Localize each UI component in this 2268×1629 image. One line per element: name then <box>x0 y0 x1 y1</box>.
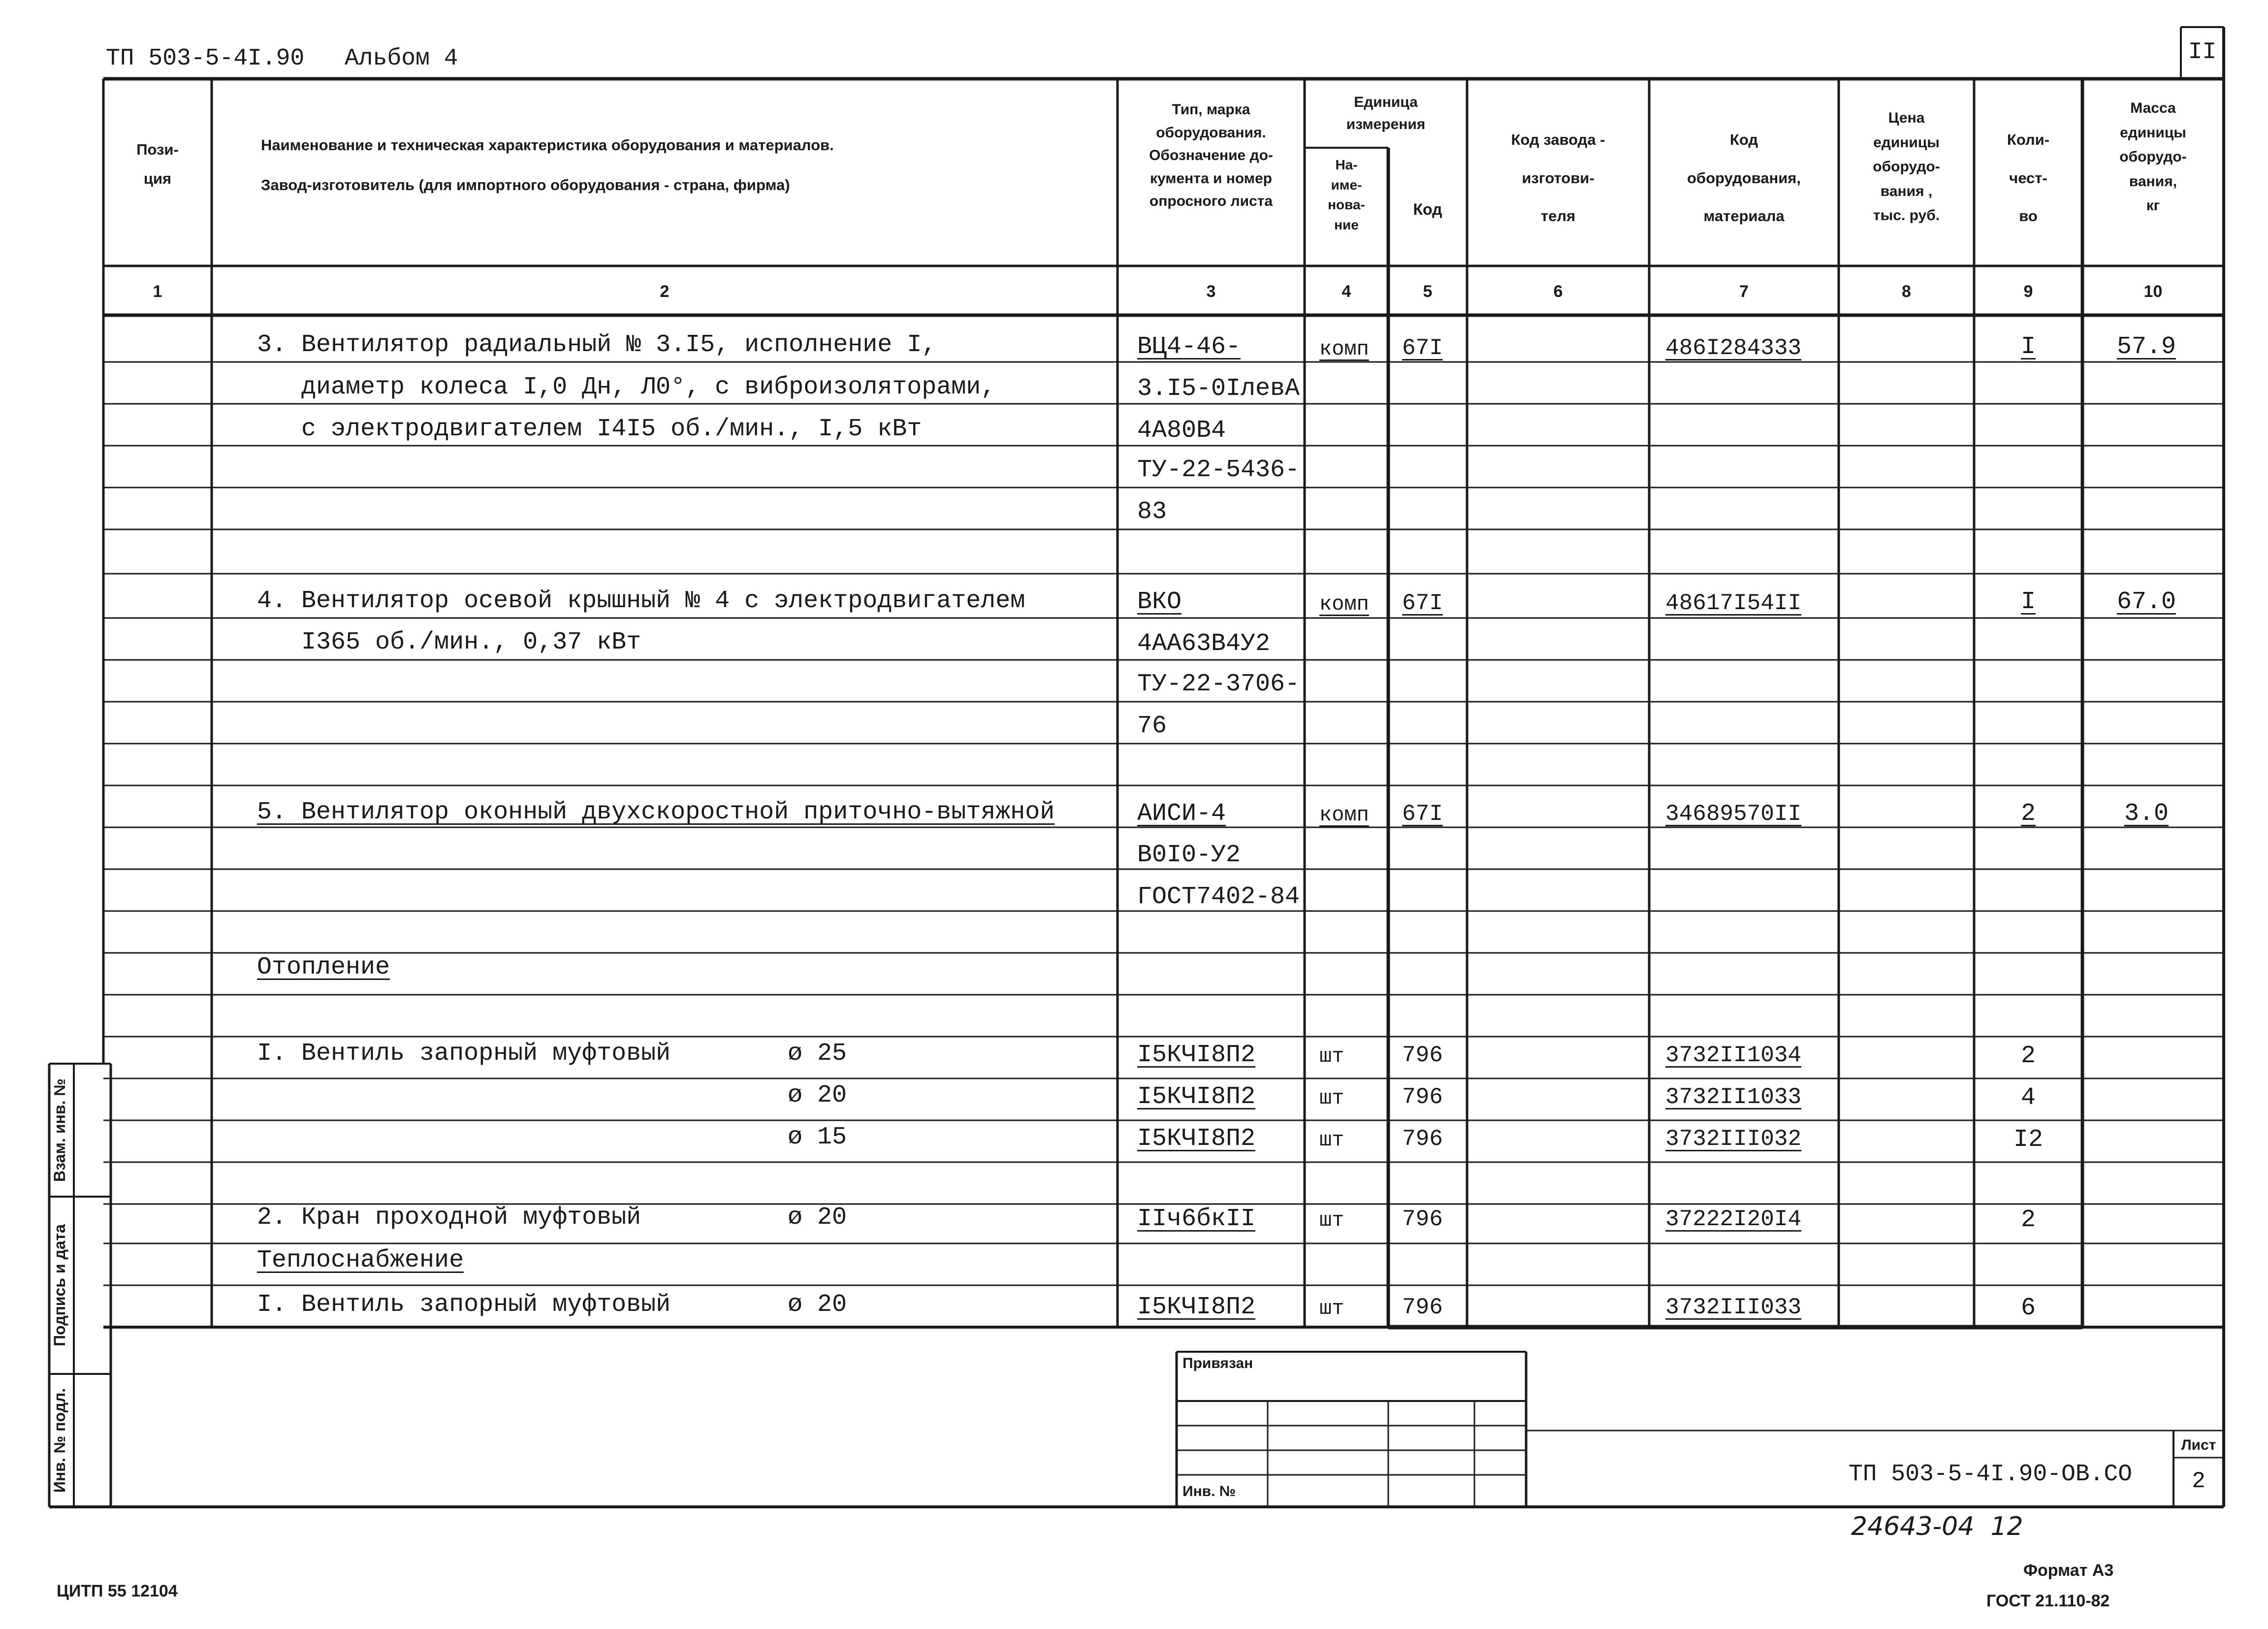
col-number: 9 <box>2023 282 2033 301</box>
col-number: 8 <box>1902 282 1911 301</box>
col-header-unit-group: Единица измерения <box>1346 94 1426 132</box>
item-name: диаметр колеса I,0 Дн, Л0°, с виброизоляторами, <box>257 373 996 401</box>
col-number: 1 <box>153 282 162 301</box>
item-type: 83 <box>1137 498 1167 526</box>
item-type: IIч6бкII <box>1137 1205 1256 1233</box>
item-unit-code: 796 <box>1402 1126 1443 1152</box>
side-label-replacement-inventory: Взам. инв. № <box>51 1078 68 1182</box>
doc-reference: ТП 503-5-4I.90 <box>106 45 305 72</box>
item-unit-code: 796 <box>1402 1084 1443 1110</box>
item-unit-code: 67I <box>1402 801 1443 827</box>
item-equipment-code: 3732II1033 <box>1665 1084 1802 1110</box>
album-label: Альбом 4 <box>345 45 458 72</box>
col-number: 10 <box>2143 282 2163 301</box>
section-heading-heating: Отопление <box>257 953 390 981</box>
item-equipment-code: 48617I54II <box>1665 590 1802 616</box>
item-equipment-code: 34689570II <box>1665 801 1802 827</box>
item-quantity: 2 <box>2020 800 2036 828</box>
item-type: ТУ-22-5436- <box>1137 456 1300 484</box>
col-header-price: Цена единицы оборудо- вания , тыс. руб. <box>1873 110 1940 224</box>
item-type: ТУ-22-3706- <box>1137 670 1300 698</box>
item-name: с электродвигателем I4I5 об./мин., I,5 кВт <box>257 415 922 443</box>
item-unit: шт <box>1319 1208 1344 1232</box>
item-diameter: ø 20 <box>788 1291 847 1319</box>
stamp-inventory-label: Инв. № <box>1182 1483 1236 1499</box>
col-header-quantity: Коли- чест- во <box>2007 131 2050 225</box>
item-equipment-code: 486I284333 <box>1665 335 1802 361</box>
col-header-unit-code: Код <box>1413 200 1442 218</box>
printer-code: ЦИТП 55 12104 <box>57 1582 178 1600</box>
side-label-signature-date: Подпись и дата <box>51 1224 68 1346</box>
item-mass: 57.9 <box>2117 333 2176 361</box>
stamp-sheet-number: 2 <box>2192 1468 2205 1494</box>
col-header-factory-code: Код завода - изготови- теля <box>1511 131 1605 225</box>
item-name: 3. Вентилятор радиальный № 3.I5, исполнение I, <box>257 331 937 359</box>
col-header-equipment-code: Код оборудования, материала <box>1687 131 1801 225</box>
item-type: I5КЧI8П2 <box>1137 1041 1256 1069</box>
item-name: I. Вентиль запорный муфтовый <box>257 1291 671 1319</box>
col-header-position: Пози- ция <box>136 141 179 187</box>
item-name: I365 об./мин., 0,37 кВт <box>257 628 641 656</box>
item-diameter: ø 20 <box>788 1081 847 1109</box>
stamp-sheet-label: Лист <box>2181 1437 2216 1453</box>
item-name: 4. Вентилятор осевой крышный № 4 с электродвигателем <box>257 587 1025 615</box>
item-type: 4А80В4 <box>1137 417 1226 445</box>
item-unit-code: 67I <box>1402 590 1443 616</box>
col-number: 4 <box>1342 282 1351 301</box>
stamp-bound-label: Привязан <box>1182 1355 1253 1371</box>
item-diameter: ø 25 <box>788 1040 847 1068</box>
col-header-mass: Масса единицы оборудо- вания, кг <box>2119 100 2187 214</box>
item-type: 4АА63В4У2 <box>1137 630 1271 658</box>
item-type: I5КЧI8П2 <box>1137 1293 1256 1321</box>
item-unit-code: 796 <box>1402 1043 1443 1068</box>
item-name: 2. Кран проходной муфтовый <box>257 1204 641 1232</box>
col-header-name: Наименование и техническая характеристика оборудования и материалов. Завод-изготовитель (для импортного оборудования - страна, фирма) <box>261 136 834 194</box>
item-name: 5. Вентилятор оконный двухскоростной приточно-вытяжной <box>257 798 1055 826</box>
item-quantity: I <box>2020 333 2036 361</box>
item-quantity: 2 <box>2020 1206 2036 1234</box>
col-number: 6 <box>1553 282 1563 301</box>
stamp-document-code: ТП 503-5-4I.90-ОВ.СО <box>1849 1461 2133 1488</box>
col-header-type: Тип, марка оборудования. Обозначение до- кумента и номер опросного листа <box>1149 101 1273 209</box>
item-quantity: I2 <box>2013 1126 2043 1154</box>
item-unit-code: 796 <box>1402 1295 1443 1320</box>
item-diameter: ø 15 <box>788 1123 847 1151</box>
item-mass: 3.0 <box>2124 800 2169 828</box>
item-unit: комп <box>1319 592 1369 616</box>
item-type: ВЦ4-46- <box>1137 333 1241 361</box>
item-mass: 67.0 <box>2117 588 2176 616</box>
item-quantity: 4 <box>2020 1084 2036 1112</box>
item-equipment-code: 3732III033 <box>1665 1295 1802 1320</box>
item-type: В0I0-У2 <box>1137 841 1241 869</box>
item-unit: шт <box>1319 1297 1344 1320</box>
item-quantity: 6 <box>2020 1294 2036 1322</box>
item-type: I5КЧI8П2 <box>1137 1083 1256 1111</box>
item-unit: шт <box>1319 1128 1344 1152</box>
item-unit: комп <box>1319 803 1369 827</box>
item-quantity: 2 <box>2020 1042 2036 1070</box>
item-quantity: I <box>2020 588 2036 616</box>
col-number: 3 <box>1206 282 1216 301</box>
paper-format: Формат А3 <box>2023 1561 2114 1580</box>
item-unit: комп <box>1319 337 1369 361</box>
item-equipment-code: 3732II1034 <box>1665 1043 1802 1068</box>
col-number: 2 <box>660 282 670 301</box>
item-type: 3.I5-0IлевА <box>1137 375 1300 403</box>
item-type: ГОСТ7402-84 <box>1137 883 1300 911</box>
item-type: 76 <box>1137 712 1167 740</box>
item-type: ВКО <box>1137 588 1182 616</box>
item-unit: шт <box>1319 1086 1344 1110</box>
item-equipment-code: 37222I20I4 <box>1665 1206 1802 1232</box>
section-heading-heat-supply: Теплоснабжение <box>257 1246 464 1274</box>
gost-reference: ГОСТ 21.110-82 <box>1986 1592 2110 1610</box>
col-header-unit-name: На- име- нова- ние <box>1328 157 1365 232</box>
item-name: I. Вентиль запорный муфтовый <box>257 1040 671 1068</box>
item-type: АИСИ-4 <box>1137 800 1226 828</box>
page-number: II <box>2188 39 2217 65</box>
item-type: I5КЧI8П2 <box>1137 1125 1256 1153</box>
item-unit-code: 796 <box>1402 1206 1443 1232</box>
col-number: 5 <box>1423 282 1433 301</box>
col-number: 7 <box>1739 282 1749 301</box>
item-unit: шт <box>1319 1044 1344 1068</box>
item-diameter: ø 20 <box>788 1204 847 1232</box>
handwritten-number: 24643-04 12 <box>1851 1512 2023 1541</box>
side-label-original-inventory: Инв. № подл. <box>51 1388 68 1493</box>
item-equipment-code: 3732III032 <box>1665 1126 1802 1152</box>
item-unit-code: 67I <box>1402 335 1443 361</box>
